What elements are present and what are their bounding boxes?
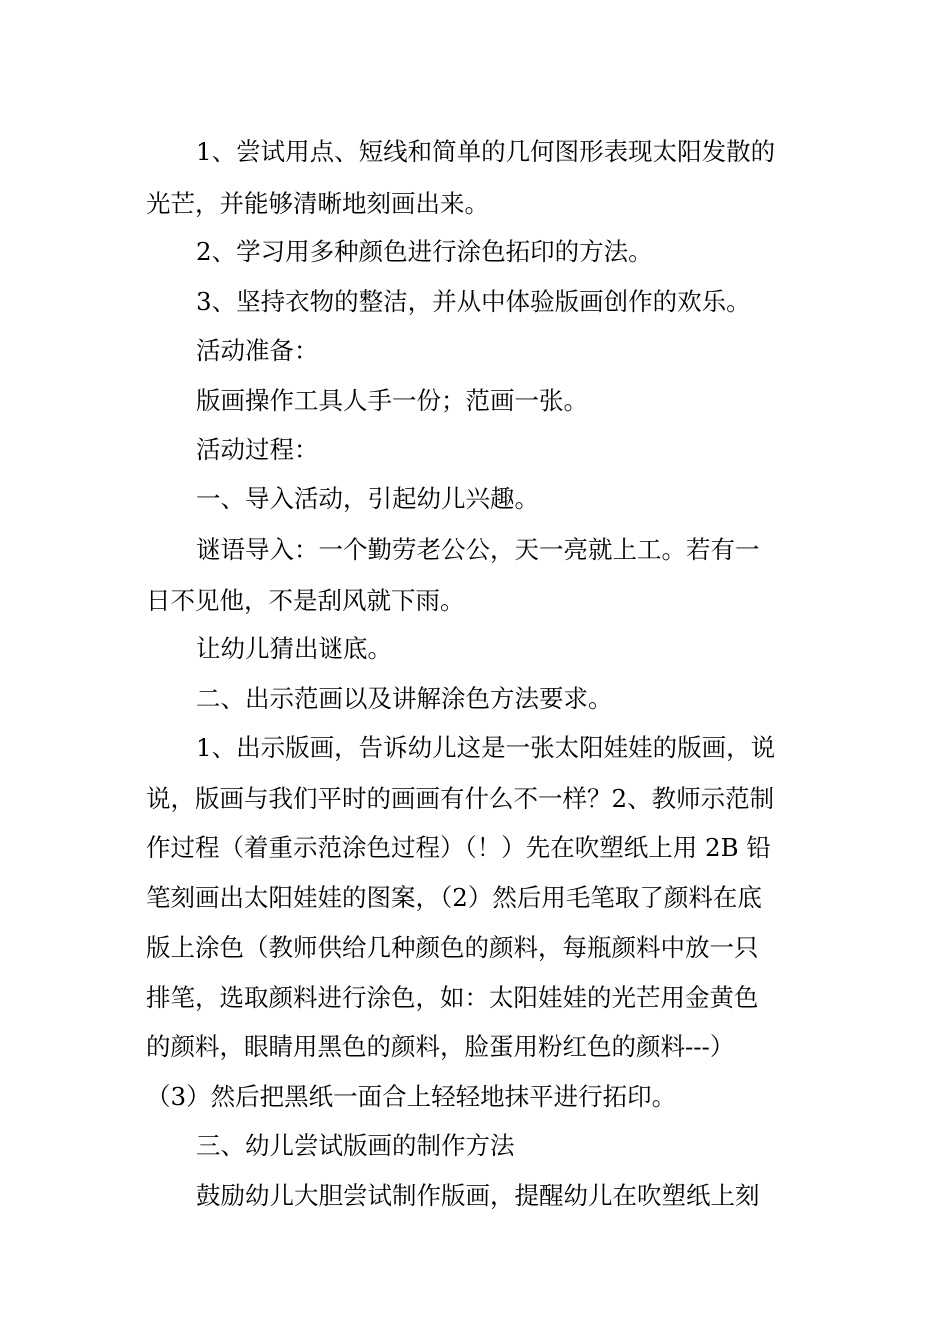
section-heading: 活动过程： <box>196 435 319 464</box>
section-heading: 活动准备： <box>196 336 319 365</box>
paragraph-line: 1、尝试用点、短线和简单的几何图形表现太阳发散的 <box>196 137 776 166</box>
paragraph-line: 1、出示版画，告诉幼儿这是一张太阳娃娃的版画，说 <box>196 733 776 762</box>
paragraph-line: 一、导入活动，引起幼儿兴趣。 <box>196 484 539 513</box>
paragraph-line: 版上涂色（教师供给几种颜色的颜料，每瓶颜料中放一只 <box>146 933 759 962</box>
paragraph-line: 排笔，选取颜料进行涂色，如：太阳娃娃的光芒用金黄色 <box>146 983 759 1012</box>
paragraph-line: 作过程（着重示范涂色过程）（！）先在吹塑纸上用 2B 铅 <box>146 833 771 862</box>
paragraph-line: 的颜料，眼睛用黑色的颜料，脸蛋用粉红色的颜料---） <box>146 1032 735 1061</box>
paragraph-line: 三、幼儿尝试版画的制作方法 <box>196 1131 515 1160</box>
paragraph-line: （3）然后把黑纸一面合上轻轻地抹平进行拓印。 <box>146 1082 677 1111</box>
paragraph-line: 鼓励幼儿大胆尝试制作版画，提醒幼儿在吹塑纸上刻 <box>196 1181 760 1210</box>
paragraph-line: 让幼儿猜出谜底。 <box>196 634 392 663</box>
paragraph-line: 二、出示范画以及讲解涂色方法要求。 <box>196 684 613 713</box>
paragraph-line: 说，版画与我们平时的画画有什么不一样？2、教师示范制 <box>146 784 775 813</box>
paragraph-line: 日不见他，不是刮风就下雨。 <box>146 586 465 615</box>
paragraph-line: 版画操作工具人手一份；范画一张。 <box>196 386 588 415</box>
paragraph-line: 笔刻画出太阳娃娃的图案，（2）然后用毛笔取了颜料在底 <box>146 883 762 912</box>
paragraph-line: 3、坚持衣物的整洁，并从中体验版画创作的欢乐。 <box>196 287 751 316</box>
paragraph-line: 光芒，并能够清晰地刻画出来。 <box>146 189 489 218</box>
paragraph-line: 2、学习用多种颜色进行涂色拓印的方法。 <box>196 237 653 266</box>
paragraph-line: 谜语导入：一个勤劳老公公，天一亮就上工。若有一 <box>196 535 760 564</box>
